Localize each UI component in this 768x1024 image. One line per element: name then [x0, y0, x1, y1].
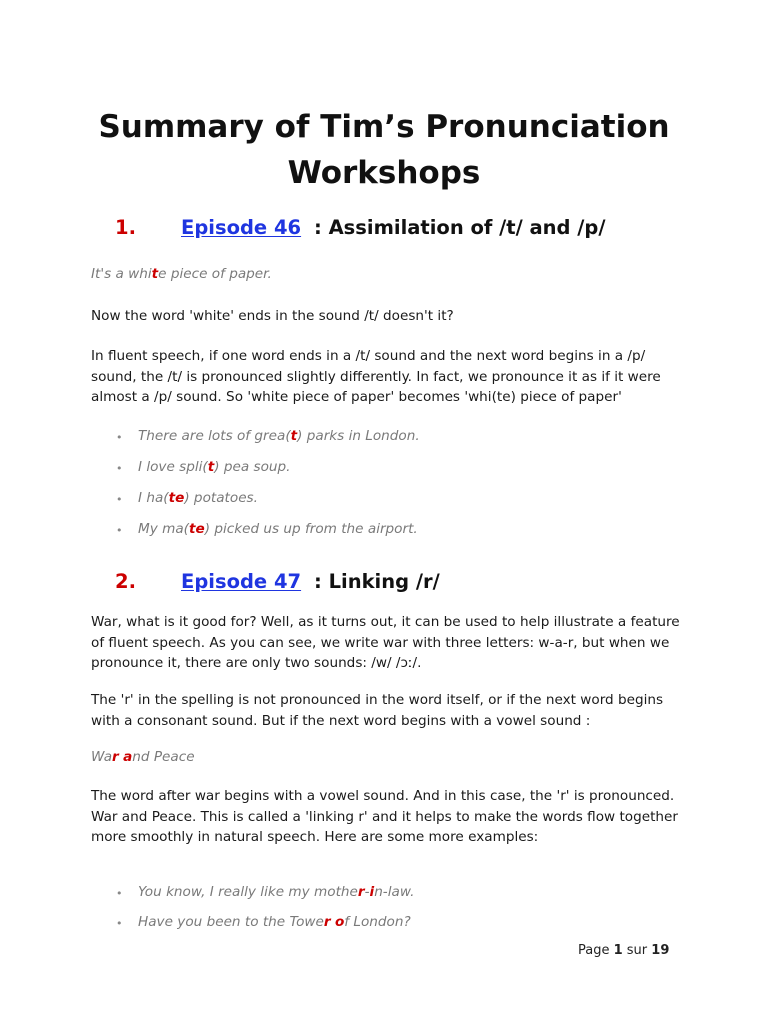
section-2-heading [0, 570, 768, 596]
page-footer: Page 1 sur 19 [578, 943, 670, 958]
section-2-para-1: War, what is it good for? Well, as it turns out, it can be used to help illustrate a feature of fluent speech. As you can see, we write war with three letters: w-a-r, but when we pronounce it, there are only two sounds: /w/ /ɔː/. [91, 614, 680, 671]
list-item: I ha(te) potatoes. [138, 490, 258, 506]
episode-47-link[interactable]: Episode 47 [181, 570, 302, 593]
list-item: Have you been to the Tower of London? [138, 914, 411, 930]
current-page-number: 1 [613, 943, 623, 958]
section-1-example: It's a white piece of paper. [91, 266, 272, 282]
episode-46-link[interactable]: Episode 46 [181, 216, 302, 239]
list-item: I love spli(t) pea soup. [138, 459, 291, 475]
bullet-dot: • [116, 493, 123, 506]
bullet-dot: • [116, 917, 123, 930]
list-item: You know, I really like my mother-in-law. [138, 884, 415, 900]
bullet-dot: • [116, 524, 123, 537]
list-item: My ma(te) picked us up from the airport. [138, 521, 418, 537]
bullet-dot: • [116, 462, 123, 475]
bullet-dot: • [116, 887, 123, 900]
section-1-number: 1. [115, 216, 136, 239]
page-title-line1: Summary of Tim’s Pronunciation [98, 109, 670, 145]
section-1-para-2: In fluent speech, if one word ends in a /t/ sound and the next word begins in a /p/ sound, the /t/ is pronounced slightly differently. In fact, we pronounce it as if it were almost a /p/ sound. So 'white piece of paper' becomes 'whi(te) piece of paper' [91, 348, 661, 405]
section-2-para-3: The word after war begins with a vowel sound. And in this case, the 'r' is pronounced. War and Peace. This is called a 'linking r' and it helps to make the words flow together more smoothly in natural speech. Here are some more examples: [91, 788, 678, 845]
section-1-heading [0, 216, 768, 242]
total-page-count: 19 [651, 943, 670, 958]
section-2-title: : Linking /r/ [314, 570, 440, 593]
bullet-dot: • [116, 431, 123, 444]
page-title-line2: Workshops [287, 155, 481, 191]
section-1-title: : Assimilation of /t/ and /p/ [314, 216, 606, 239]
list-item: There are lots of grea(t) parks in London. [138, 428, 420, 444]
section-2-example: War and Peace [91, 749, 195, 765]
section-2-para-2: The 'r' in the spelling is not pronounced in the word itself, or if the next word begins with a consonant sound. But if the next word begins with a vowel sound : [91, 692, 664, 729]
section-1-para-1: Now the word 'white' ends in the sound /t/ doesn't it? [91, 308, 454, 324]
section-2-number: 2. [115, 570, 136, 593]
